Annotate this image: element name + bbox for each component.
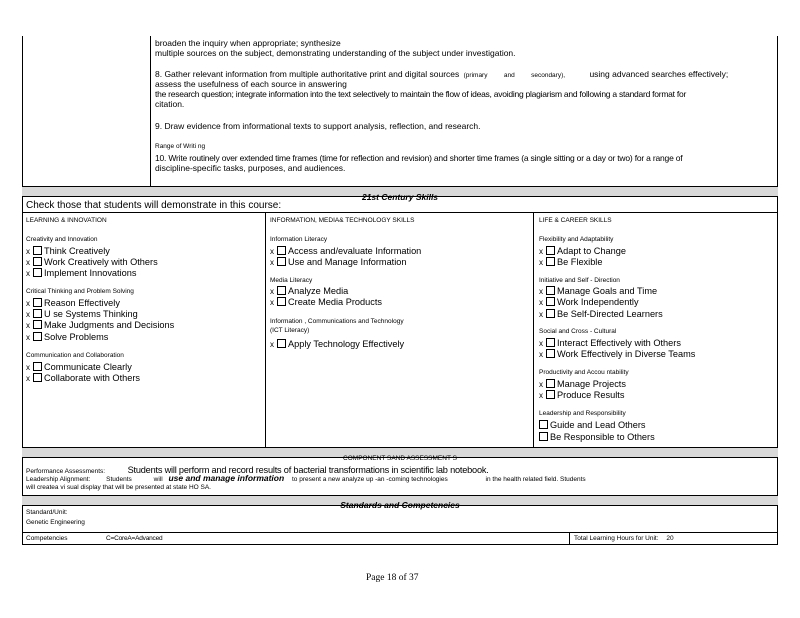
skill-checkbox[interactable]: x Manage Projects — [539, 379, 626, 389]
skill-checkbox[interactable]: Be Responsible to Others — [539, 432, 655, 442]
checkbox-icon — [33, 246, 42, 255]
skill-checkbox[interactable]: x Reason Effectively — [26, 298, 120, 308]
checkbox-icon — [277, 246, 286, 255]
checkbox-icon — [33, 373, 42, 382]
checkbox-icon — [33, 257, 42, 266]
skill-checkbox[interactable]: x Work Independently — [539, 297, 639, 307]
col-life-career-header: LIFE & CAREER SKILLS — [539, 217, 612, 224]
checkbox-icon — [33, 362, 42, 371]
skill-checkbox[interactable]: x Interact Effectively with Others — [539, 338, 681, 348]
skill-checkbox[interactable]: x Think Creatively — [26, 246, 110, 256]
group-title: Leadership and Responsibility — [539, 410, 626, 417]
skill-checkbox[interactable]: x Produce Results — [539, 390, 625, 400]
range-of-writing-label: Range of Writi ng — [155, 143, 206, 150]
col-information-media-header: INFORMATION, MEDIA& TECHNOLOGY SKILLS — [270, 217, 415, 224]
skill-checkbox[interactable]: x Solve Problems — [26, 332, 109, 342]
check-intro: Check those that students will demonstrate in this course: — [26, 200, 282, 211]
skill-checkbox[interactable]: x Work Effectively in Diverse Teams — [539, 349, 696, 359]
objective-item-9: 9. Draw evidence from informational texts to support analysis, reflection, and research. — [155, 121, 481, 131]
skill-checkbox[interactable]: x U se Systems Thinking — [26, 309, 138, 319]
leadership-alignment-line2: will createa vi sual display that will be presented at state HO SA. — [26, 484, 211, 491]
objective-line: the research question; integrate information into the text selectively to maintain the flow of ideas, avoiding plagiarism and following a standard format for — [155, 89, 687, 99]
skill-checkbox[interactable]: x Communicate Clearly — [26, 362, 132, 372]
checkbox-icon — [33, 309, 42, 318]
skill-checkbox[interactable]: x Implement Innovations — [26, 268, 137, 278]
group-title: Communication and Collaboration — [26, 352, 124, 359]
group-title: Information , Communications and Technology — [270, 318, 404, 325]
checkbox-icon — [277, 286, 286, 295]
checkbox-icon — [33, 268, 42, 277]
performance-assessment: Performance Assessments: Students will perform and record results of bacterial transformations in scientific lab notebook. — [26, 465, 489, 475]
checkbox-icon — [546, 390, 555, 399]
objective-line: assess the usefulness of each source in answering — [155, 79, 347, 89]
group-title: Critical Thinking and Problem Solving — [26, 288, 134, 295]
century-skills-bar — [22, 186, 778, 202]
standards-competencies-title: Standards and Competencies — [340, 500, 460, 510]
skill-checkbox[interactable]: x Work Creatively with Others — [26, 257, 158, 267]
skill-checkbox[interactable]: x Manage Goals and Time — [539, 286, 658, 296]
skill-checkbox[interactable]: x Apply Technology Effectively — [270, 339, 405, 349]
competencies-key: C=CoreA=Advanced — [106, 535, 163, 542]
standard-unit-value: Genetic Engineering — [26, 519, 85, 526]
checkbox-icon — [33, 332, 42, 341]
objective-line: citation. — [155, 99, 185, 109]
page-number: Page 18 of 37 — [366, 573, 419, 583]
group-title: Media Literacy — [270, 277, 313, 284]
group-title: Creativity and Innovation — [26, 236, 98, 243]
leadership-alignment: Leadership Alignment: Students will use and manage information to present a new analyze up -an -coming technologies in the health related field. Students — [26, 473, 586, 483]
skill-checkbox[interactable]: x Create Media Products — [270, 297, 382, 307]
objective-item-10: 10. Write routinely over extended time frames (time for reflection and revision) and shorter time frames (a single sitting or a day or two) for a range of — [155, 153, 683, 163]
checkbox-icon — [546, 286, 555, 295]
checkbox-icon — [546, 309, 555, 318]
total-learning-hours: Total Learning Hours for Unit: 20 — [574, 535, 674, 542]
col-learning-innovation-header: LEARNING & INNOVATION — [26, 217, 107, 224]
skill-checkbox[interactable]: x Access and/evaluate Information — [270, 246, 422, 256]
objective-line: broaden the inquiry when appropriate; synthesize — [155, 38, 341, 48]
checkbox-icon — [546, 338, 555, 347]
checkbox-icon — [546, 246, 555, 255]
skill-checkbox[interactable]: x Use and Manage Information — [270, 257, 407, 267]
standards-competencies-bar — [22, 495, 778, 510]
skill-checkbox[interactable]: x Adapt to Change — [539, 246, 626, 256]
checkbox-icon — [277, 257, 286, 266]
skill-checkbox[interactable]: x Make Judgments and Decisions — [26, 320, 175, 330]
checkbox-icon — [539, 432, 548, 441]
group-title: Productivity and Accou ntability — [539, 369, 629, 376]
skill-checkbox[interactable]: x Be Self-Directed Learners — [539, 309, 663, 319]
group-title: Social and Cross - Cultural — [539, 328, 617, 335]
objective-line: discipline-specific tasks, purposes, and audiences. — [155, 163, 346, 173]
standard-unit-label: Standard/Unit: — [26, 509, 68, 516]
checkbox-icon — [546, 257, 555, 266]
objective-line: multiple sources on the subject, demonstrating understanding of the subject under investigation. — [155, 48, 516, 58]
checkbox-icon — [277, 297, 286, 306]
objective-item-8: 8. Gather relevant information from multiple authoritative print and digital sources (primary and secondary), using advanced searches effectively; — [155, 69, 729, 79]
checkbox-icon — [33, 320, 42, 329]
skill-checkbox[interactable]: x Collaborate with Others — [26, 373, 141, 383]
skill-checkbox[interactable]: x Be Flexible — [539, 257, 603, 267]
group-title: Flexibility and Adaptability — [539, 236, 614, 243]
group-title: Information Literacy — [270, 236, 328, 243]
competencies-label: Competencies — [26, 535, 68, 542]
century-skills-title: 21st Century Skills — [361, 192, 439, 202]
checkbox-icon — [546, 349, 555, 358]
components-assessments-title: COMPONENT SAND ASSESSMENT S — [343, 455, 457, 462]
checkbox-icon — [33, 298, 42, 307]
checkbox-icon — [546, 297, 555, 306]
group-title: Initiative and Self - Direction — [539, 277, 620, 284]
components-assessments-bar — [22, 447, 778, 462]
group-title: (ICT Literacy) — [270, 327, 310, 334]
checkbox-icon — [277, 339, 286, 348]
skill-checkbox[interactable]: x Analyze Media — [270, 286, 349, 296]
skill-checkbox[interactable]: Guide and Lead Others — [539, 420, 646, 430]
checkbox-icon — [539, 420, 548, 429]
checkbox-icon — [546, 379, 555, 388]
